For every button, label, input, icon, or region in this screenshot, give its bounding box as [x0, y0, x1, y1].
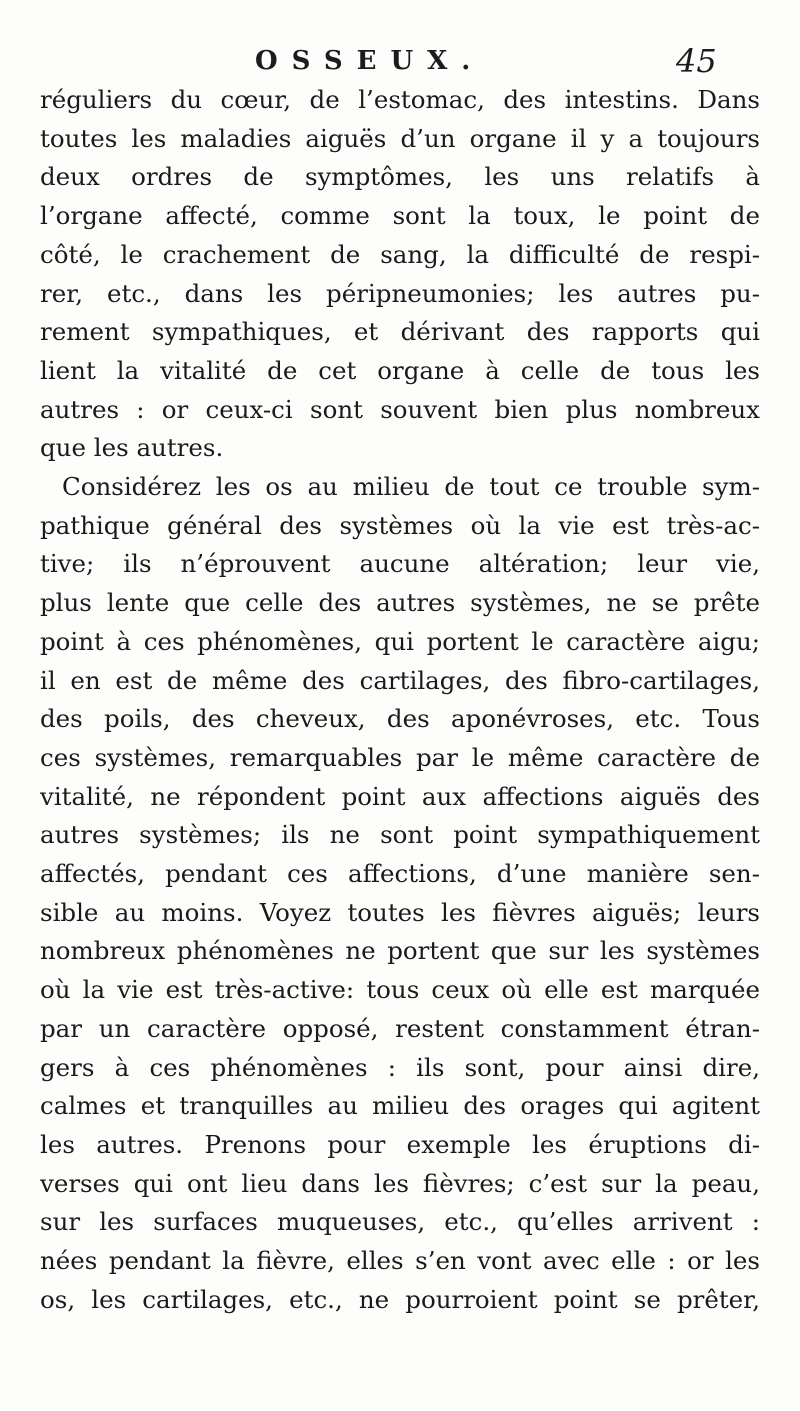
text-line: il en est de même des cartilages, des fibro-cartilages,: [40, 665, 760, 695]
text-line: nées pendant la fièvre, elles s’en vont avec elle : or les: [40, 1246, 760, 1275]
running-head: [0, 42, 800, 82]
text-line: côté, le crachement de sang, la difficulté de respi-: [40, 239, 760, 269]
text-line: Considérez les os au milieu de tout ce trouble sym-: [62, 472, 760, 501]
text-line: l’organe affecté, comme sont la toux, le point de: [40, 201, 760, 231]
running-title: OSSEUX.: [255, 46, 485, 76]
text-line: rer, etc., dans les péripneumonies; les autres pu-: [40, 278, 760, 308]
text-line: réguliers du cœur, de l’estomac, des intestins. Dans: [40, 85, 760, 114]
text-line: lient la vitalité de cet organe à celle de tous les: [40, 355, 760, 385]
text-line: tive; ils n’éprouvent aucune altération; leur vie,: [40, 549, 760, 579]
text-line: affectés, pendant ces affections, d’une manière sen-: [40, 859, 760, 888]
text-line: verses qui ont lieu dans les fièvres; c’est sur la peau,: [40, 1168, 760, 1198]
text-line: plus lente que celle des autres systèmes, ne se prête: [40, 588, 760, 618]
page-number: 45: [676, 42, 717, 80]
text-line: des poils, des cheveux, des aponévroses, etc. Tous: [40, 704, 760, 734]
text-line: autres : or ceux-ci sont souvent bien plus nombreux: [40, 394, 760, 424]
text-line: toutes les maladies aiguës d’un organe il y a toujours: [40, 123, 760, 153]
text-line: vitalité, ne répondent point aux affections aiguës des: [40, 781, 760, 811]
text-line: que les autres.: [40, 433, 224, 463]
text-line: os, les cartilages, etc., ne pourroient point se prêter,: [40, 1284, 760, 1314]
text-line: rement sympathiques, et dérivant des rapports qui: [40, 317, 760, 347]
text-line: sible au moins. Voyez toutes les fièvres aiguës; leurs: [40, 897, 760, 927]
text-line: nombreux phénomènes ne portent que sur les systèmes: [40, 936, 760, 966]
text-line: sur les surfaces muqueuses, etc., qu’elles arrivent :: [40, 1207, 760, 1237]
text-line: ces systèmes, remarquables par le même caractère de: [40, 742, 760, 772]
text-line: point à ces phénomènes, qui portent le caractère aigu;: [40, 626, 760, 656]
text-line: les autres. Prenons pour exemple les éruptions di-: [40, 1129, 760, 1159]
text-line: pathique général des systèmes où la vie est très-ac-: [40, 510, 760, 540]
text-line: calmes et tranquilles au milieu des orages qui agitent: [40, 1091, 760, 1121]
text-line: autres systèmes; ils ne sont point sympathiquement: [40, 820, 760, 850]
text-line: deux ordres de symptômes, les uns relatifs à: [40, 162, 760, 192]
text-line: gers à ces phénomènes : ils sont, pour ainsi dire,: [40, 1052, 760, 1082]
text-line: par un caractère opposé, restent constamment étran-: [40, 1013, 760, 1043]
text-line: où la vie est très-active: tous ceux où elle est marquée: [40, 975, 760, 1005]
